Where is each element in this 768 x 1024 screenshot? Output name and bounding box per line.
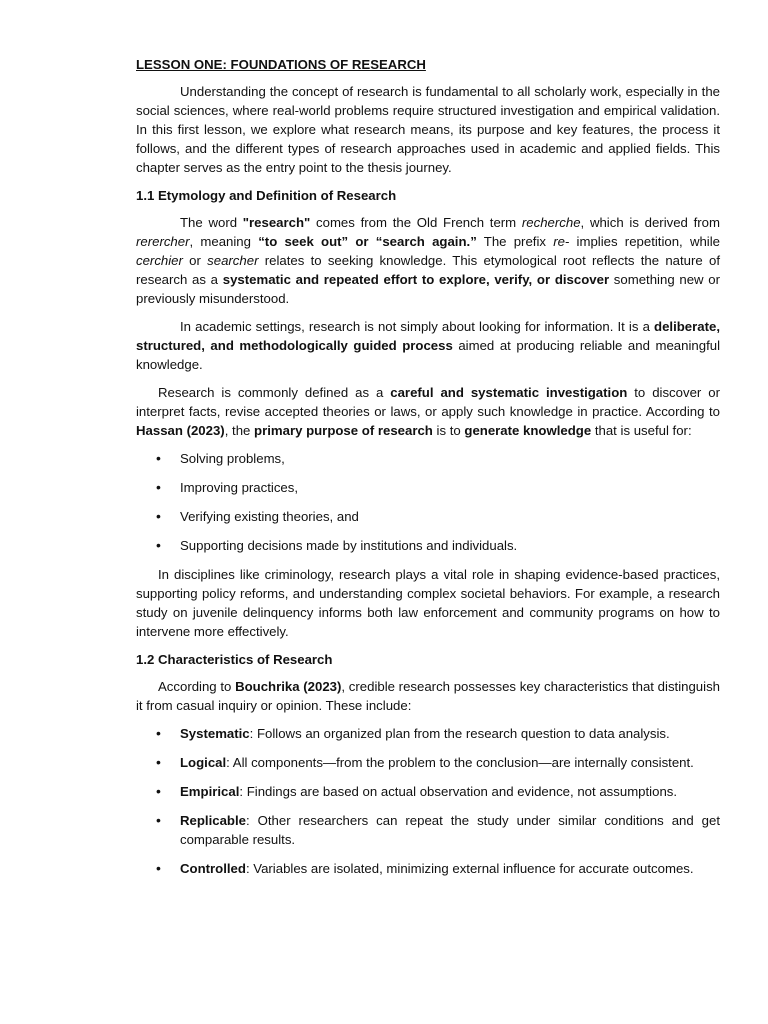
- definition-paragraph: Research is commonly defined as a careful and systematic investigation to discover or interpret facts, revise accepted theories or laws, or apply such knowledge in practice. According to Hassan (2023), the primary purpose of research is to generate knowledge that is useful for:: [136, 385, 720, 438]
- lesson-title: LESSON ONE: FOUNDATIONS OF RESEARCH: [136, 57, 426, 72]
- list-item: • Improving practices,: [136, 478, 720, 497]
- list-item: • Systematic: Follows an organized plan from the research question to data analysis.: [136, 724, 720, 743]
- list-item: • Supporting decisions made by institutions and individuals.: [136, 536, 720, 555]
- intro-paragraph: Understanding the concept of research is fundamental to all scholarly work, especially in the social sciences, where real-world problems require structured investigation and empirical validation. In this first lesson, we explore what research means, its purpose and key features, the process it follows, and the different types of research approaches used in academic and applied fields. This chapter serves as the entry point to the thesis journey.: [136, 84, 720, 175]
- academic-settings-paragraph: In academic settings, research is not simply about looking for information. It is a deliberate, structured, and methodologically guided process aimed at producing reliable and meaningful knowledge.: [136, 319, 720, 372]
- criminology-paragraph: In disciplines like criminology, research plays a vital role in shaping evidence-based practices, supporting policy reforms, and understanding complex societal behaviors. For example, a research study on juvenile delinquency informs both law enforcement and community programs on how to intervene more effectively.: [136, 567, 720, 639]
- etymology-paragraph: The word "research" comes from the Old French term recherche, which is derived from rerercher, meaning “to seek out” or “search again.” The prefix re- implies repetition, while cerchier or searcher relates to seeking knowledge. This etymological root reflects the nature of research as a systematic and repeated effort to explore, verify, or discover something new or previously misunderstood.: [136, 215, 721, 306]
- list-item: • Logical: All components—from the problem to the conclusion—are internally consistent.: [136, 753, 720, 772]
- list-item: • Replicable: Other researchers can repeat the study under similar conditions and get comparable results.: [136, 811, 720, 849]
- list-item: • Verifying existing theories, and: [136, 507, 720, 526]
- list-item: • Controlled: Variables are isolated, minimizing external influence for accurate outcomes.: [136, 859, 720, 878]
- section-1-2-heading: 1.2 Characteristics of Research: [136, 652, 333, 667]
- document-body: [136, 55, 720, 888]
- characteristics-list: [136, 724, 720, 878]
- purpose-list: [136, 449, 720, 555]
- list-item: • Empirical: Findings are based on actual observation and evidence, not assumptions.: [136, 782, 720, 801]
- section-1-1-heading: 1.1 Etymology and Definition of Research: [136, 188, 397, 203]
- list-item: • Solving problems,: [136, 449, 720, 468]
- characteristics-intro-paragraph: According to Bouchrika (2023), credible research possesses key characteristics that distinguish it from casual inquiry or opinion. These include:: [136, 679, 720, 713]
